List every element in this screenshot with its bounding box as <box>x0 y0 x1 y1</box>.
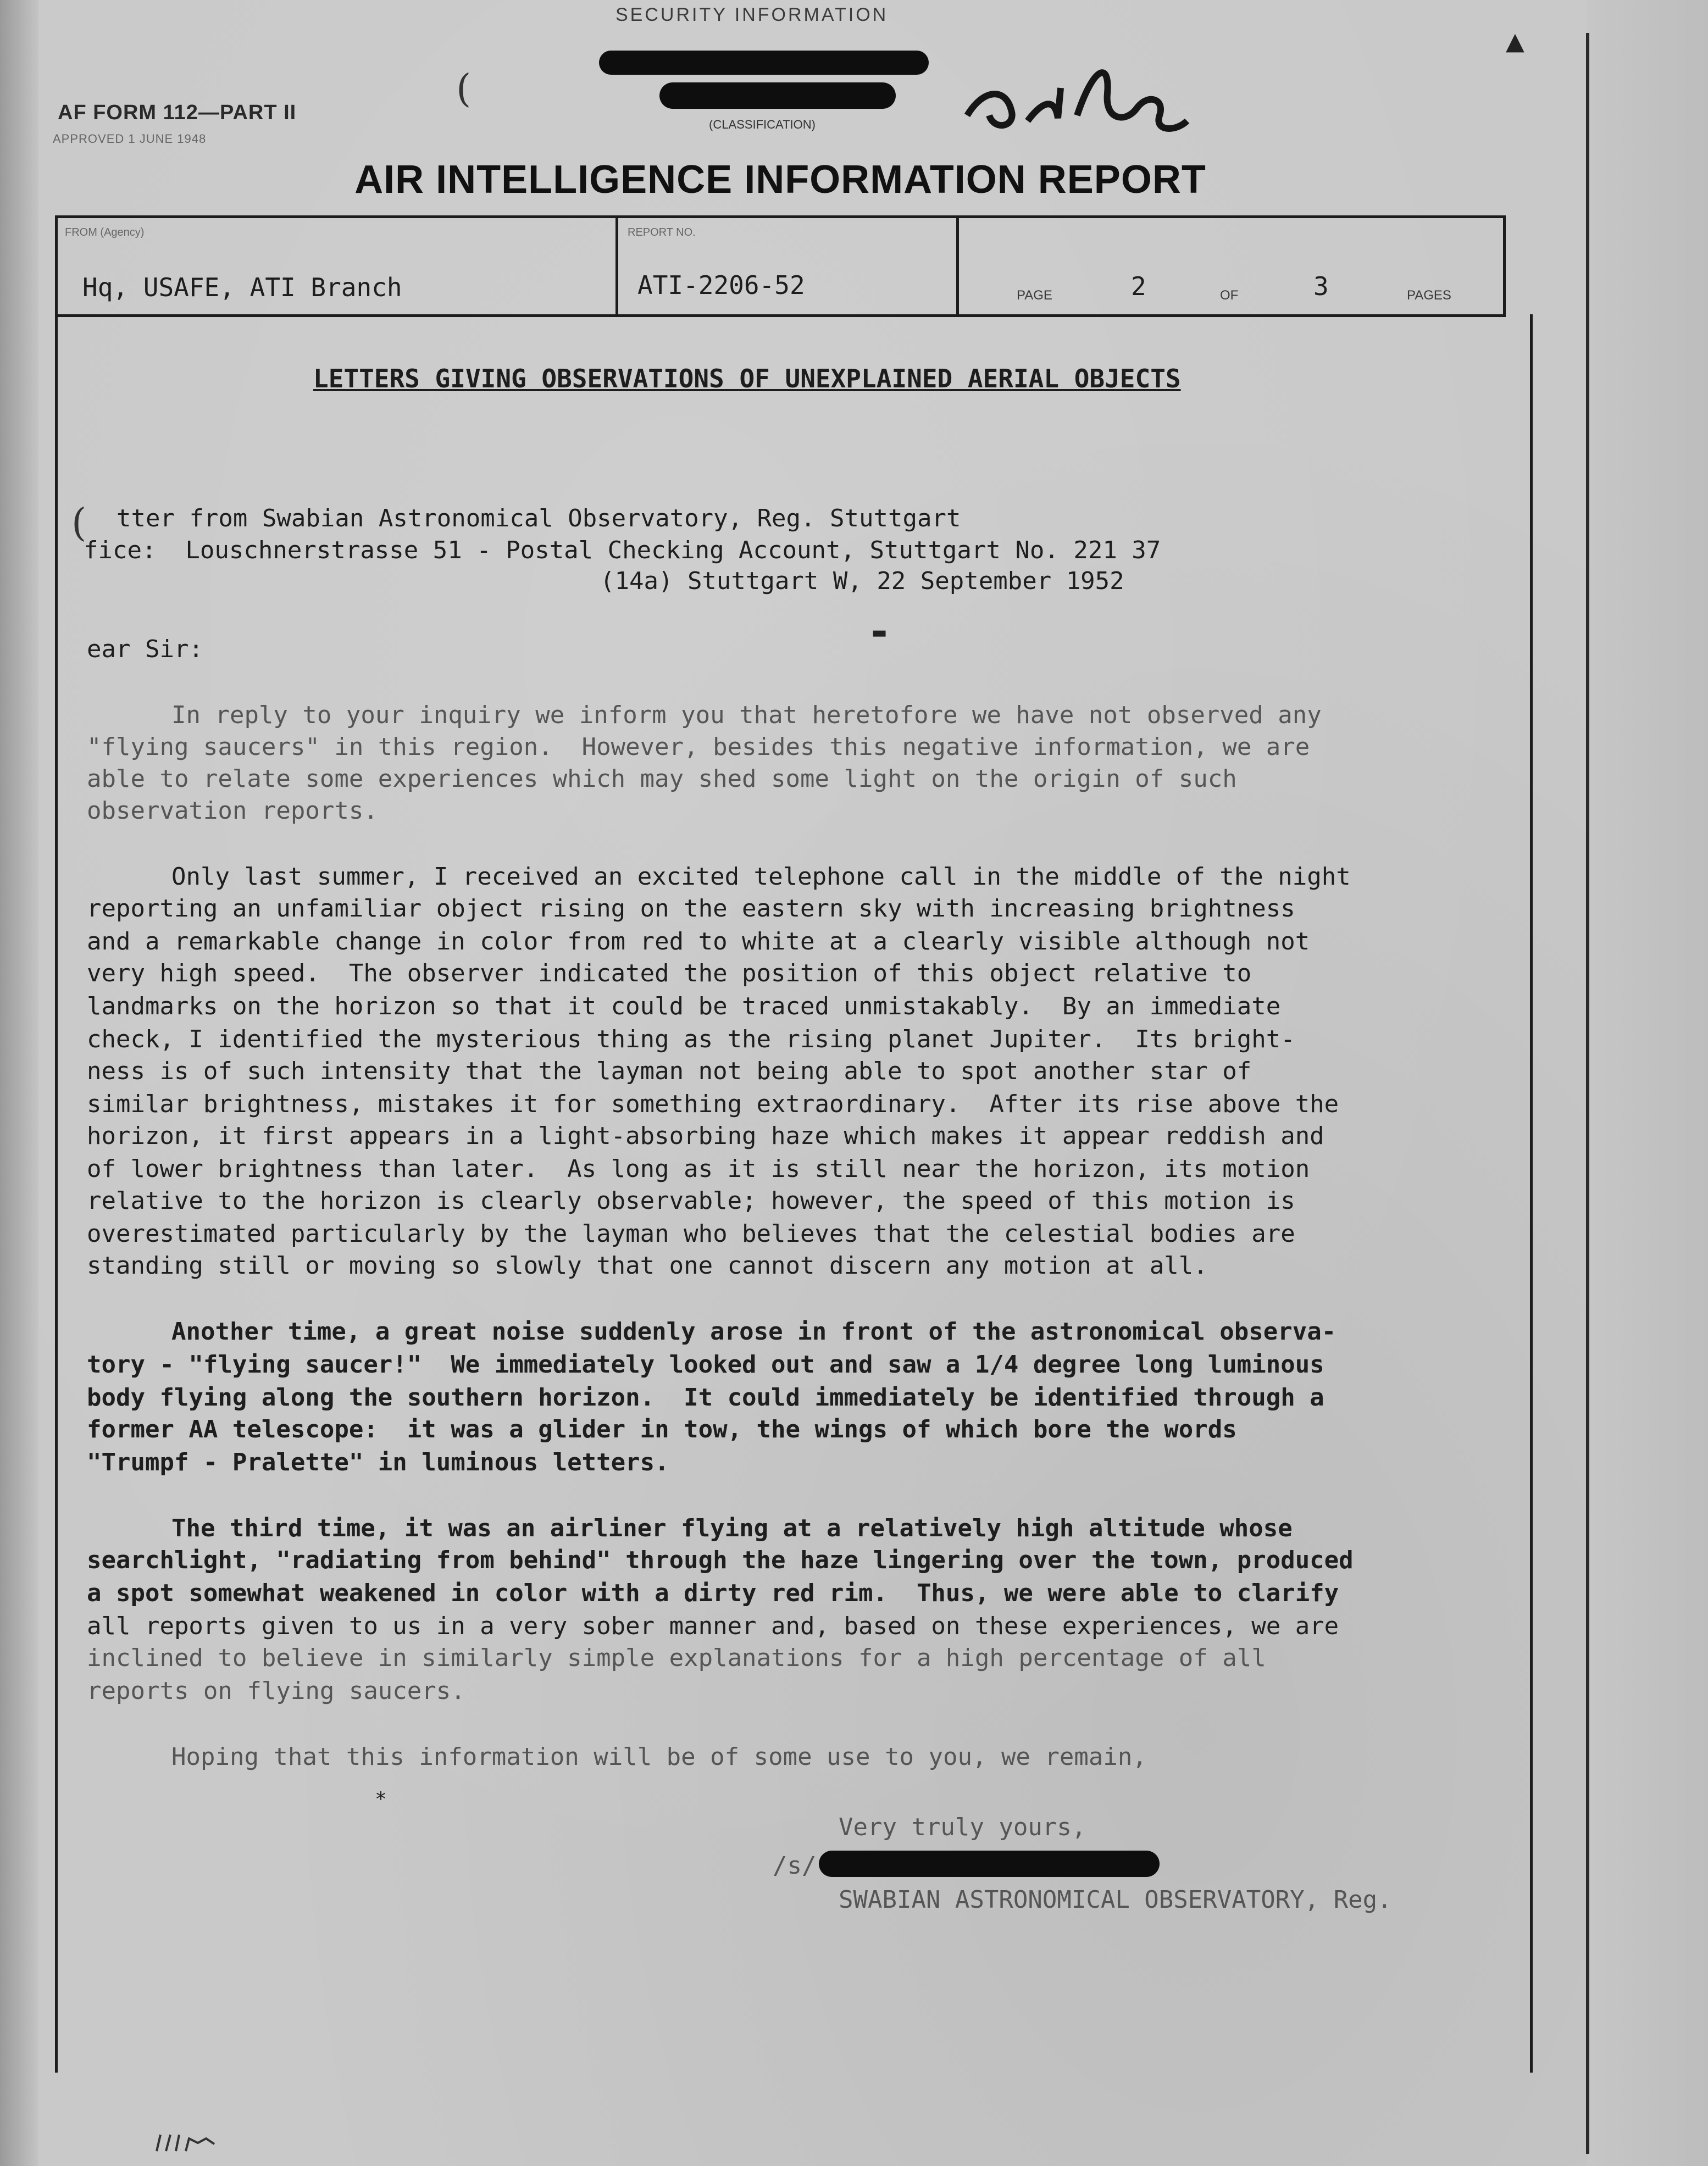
page-label: PAGE <box>1017 288 1052 303</box>
document-heading: LETTERS GIVING OBSERVATIONS OF UNEXPLAINED AERIAL OBJECTS <box>313 364 1181 393</box>
paragraph-2-line: and a remarkable change in color from red to white at a clearly visible although not <box>87 928 1310 956</box>
table-divider-1 <box>615 215 618 317</box>
paragraph-2-line: check, I identified the mysterious thing as the rising planet Jupiter. Its bright- <box>87 1025 1295 1053</box>
paragraph-2-line: ness is of such intensity that the layman not being able to spot another star of <box>87 1057 1252 1085</box>
page-border-right <box>1586 33 1589 2154</box>
classification-top: SECURITY INFORMATION <box>615 4 889 25</box>
paragraph-4-line: reports on flying saucers. <box>87 1677 465 1705</box>
redaction-signature <box>819 1851 1160 1877</box>
report-no-value: ATI-2206-52 <box>637 270 805 300</box>
report-title: AIR INTELLIGENCE INFORMATION REPORT <box>354 158 1206 202</box>
paragraph-3-line: tory - "flying saucer!" We immediately looked out and saw a 1/4 degree long luminous <box>87 1351 1324 1379</box>
paragraph-3-line: former AA telescope: it was a glider in tow, the wings of which bore the words <box>87 1415 1237 1443</box>
scan-right-margin <box>1587 0 1708 2166</box>
paragraph-3-line: "Trumpf - Pralette" in luminous letters. <box>87 1448 669 1476</box>
of-label: OF <box>1220 288 1239 303</box>
corner-mark: ▲ <box>1506 27 1524 55</box>
table-bottom-rule <box>55 314 1506 317</box>
redaction-classification-1 <box>599 51 929 75</box>
redaction-classification-2 <box>659 82 896 109</box>
asterisk-mark: * <box>376 1788 386 1810</box>
signature-organization: SWABIAN ASTRONOMICAL OBSERVATORY, Reg. <box>839 1886 1392 1914</box>
table-top-rule <box>55 215 1506 218</box>
paragraph-1-line: able to relate some experiences which may shed some light on the origin of such <box>87 765 1237 793</box>
paragraph-4-line: inclined to believe in similarly simple explanations for a high percentage of all <box>87 1644 1266 1672</box>
paragraph-2-line: very high speed. The observer indicated the position of this object relative to <box>87 959 1252 987</box>
from-label: FROM (Agency) <box>65 226 145 238</box>
table-divider-2 <box>956 215 959 317</box>
letterhead-line: (14a) Stuttgart W, 22 September 1952 <box>600 567 1124 595</box>
paragraph-2-line: reporting an unfamiliar object rising on the eastern sky with increasing brightness <box>87 895 1295 923</box>
classification-label: (CLASSIFICATION) <box>709 118 816 131</box>
paragraph-3-line: Another time, a great noise suddenly arose in front of the astronomical observa- <box>171 1318 1337 1346</box>
salutation: ear Sir: <box>87 635 203 663</box>
handwritten-mark <box>962 55 1193 143</box>
letterhead-line: fice: Louschnerstrasse 51 - Postal Checking Account, Stuttgart No. 221 37 <box>84 536 1161 564</box>
body-right-rule <box>1530 314 1533 2073</box>
table-left-rule <box>55 215 58 317</box>
paragraph-1-line: In reply to your inquiry we inform you that heretofore we have not observed any <box>171 701 1322 729</box>
paragraph-4-line: searchlight, "radiating from behind" through the haze lingering over the town, produced <box>87 1546 1354 1574</box>
paragraph-2-line: relative to the horizon is clearly observable; however, the speed of this motion is <box>87 1187 1295 1215</box>
scan-left-edge <box>0 0 38 2166</box>
bottom-scribble-mark <box>154 2132 275 2154</box>
paragraph-1-line: observation reports. <box>87 797 378 825</box>
body-left-rule <box>55 314 58 2073</box>
paragraph-2-line: similar brightness, mistakes it for something extraordinary. After its rise above the <box>87 1090 1339 1118</box>
paragraph-1-line: "flying saucers" in this region. However, besides this negative information, we are <box>87 733 1310 761</box>
letterhead-line: tter from Swabian Astronomical Observatory, Reg. Stuttgart <box>117 504 961 532</box>
report-no-label: REPORT NO. <box>628 226 696 238</box>
ink-mark: ▬ <box>872 623 888 642</box>
signed-marker: /s/ <box>773 1852 817 1880</box>
pages-total: 3 <box>1313 271 1329 301</box>
paragraph-2-line: overestimated particularly by the layman who believes that the celestial bodies are <box>87 1220 1295 1248</box>
pages-label: PAGES <box>1407 288 1451 303</box>
closing-line: Hoping that this information will be of some use to you, we remain, <box>171 1743 1147 1771</box>
valediction: Very truly yours, <box>839 1813 1086 1841</box>
paragraph-4-line: The third time, it was an airliner flying at a relatively high altitude whose <box>171 1514 1293 1542</box>
from-value: Hq, USAFE, ATI Branch <box>82 273 402 302</box>
paragraph-2-line: of lower brightness than later. As long as it is still near the horizon, its motion <box>87 1155 1310 1183</box>
form-id: AF FORM 112—PART II <box>58 101 297 124</box>
paragraph-2-line: standing still or moving so slowly that one cannot discern any motion at all. <box>87 1252 1208 1280</box>
paragraph-4-line: a spot somewhat weakened in color with a dirty red rim. Thus, we were able to clarify <box>87 1579 1339 1607</box>
table-right-rule <box>1503 215 1506 317</box>
paragraph-2-line: horizon, it first appears in a light-absorbing haze which makes it appear reddish and <box>87 1122 1324 1150</box>
paragraph-2-line: landmarks on the horizon so that it could be traced unmistakably. By an immediate <box>87 992 1281 1020</box>
margin-bracket: ( <box>456 66 472 111</box>
margin-paren: ( <box>71 500 87 545</box>
paragraph-2-line: Only last summer, I received an excited telephone call in the middle of the night <box>171 863 1351 891</box>
form-approved: APPROVED 1 JUNE 1948 <box>53 132 207 146</box>
paragraph-4-line: all reports given to us in a very sober manner and, based on these experiences, we are <box>87 1612 1339 1640</box>
paragraph-3-line: body flying along the southern horizon. It could immediately be identified through a <box>87 1384 1324 1412</box>
page-number: 2 <box>1131 271 1146 301</box>
